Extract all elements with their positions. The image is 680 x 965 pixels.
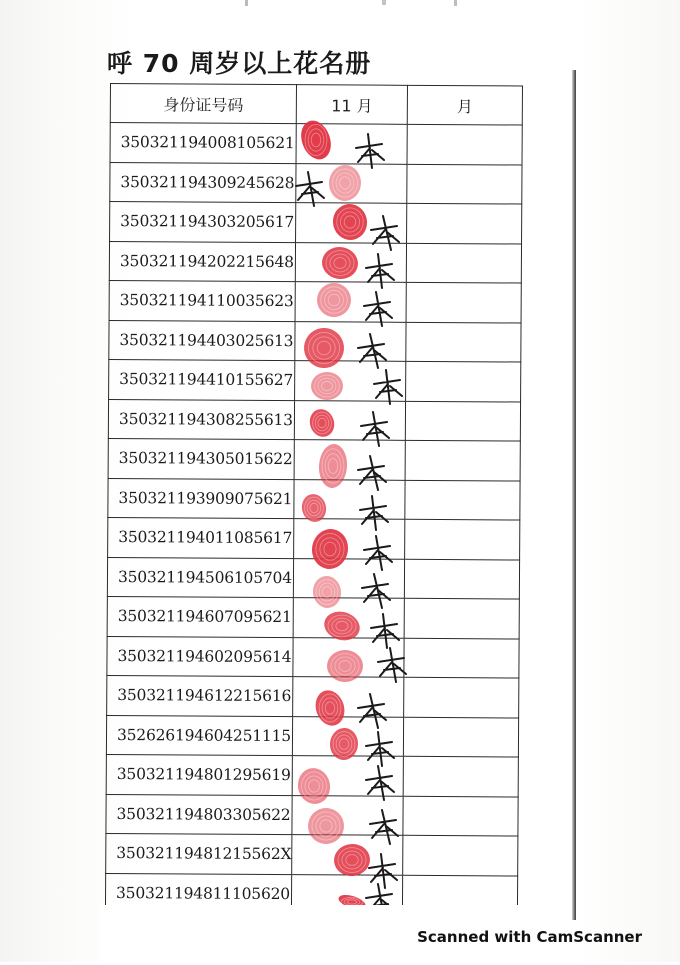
id-number: 350321194801295619 <box>116 765 291 785</box>
id-cell <box>108 399 294 440</box>
id-number: 350321194309245628 <box>120 172 295 192</box>
signature-cell <box>294 519 405 559</box>
id-cell <box>110 123 296 164</box>
id-cell <box>107 675 293 716</box>
signature-cell <box>296 124 407 164</box>
signature-cell <box>295 321 406 361</box>
signature-cell <box>292 835 403 875</box>
table-row <box>106 833 518 875</box>
table-row <box>106 794 518 836</box>
id-number: 350321194403025613 <box>119 330 294 350</box>
signature-cell <box>292 716 403 756</box>
roster-table <box>105 83 523 915</box>
signature-cell <box>295 361 406 401</box>
empty-cell <box>405 440 520 480</box>
empty-cell <box>406 322 521 362</box>
header-id-number: 身份证号码 <box>110 84 296 124</box>
empty-cell <box>405 401 520 441</box>
id-number: 350321194506105704 <box>117 567 292 587</box>
id-cell <box>109 320 295 361</box>
signature-cell <box>296 203 407 243</box>
id-number: 350321194410155627 <box>119 370 294 390</box>
id-number: 35032119481215562X <box>116 844 292 864</box>
signature-cell <box>295 282 406 322</box>
empty-cell <box>407 124 522 164</box>
signature-cell <box>293 677 404 717</box>
table-row <box>106 715 518 757</box>
table-row <box>108 517 520 559</box>
table-row <box>107 557 519 599</box>
table-row <box>107 596 519 638</box>
id-number: 350321194202215648 <box>119 251 294 271</box>
empty-cell <box>406 282 521 322</box>
header-month-1: 11 月 <box>296 85 407 125</box>
signature-cell <box>294 479 405 519</box>
id-cell <box>107 596 293 637</box>
page-title: 呼 70 周岁以上花名册 <box>107 49 372 78</box>
empty-cell <box>406 243 521 283</box>
id-number: 350321193909075621 <box>118 488 293 508</box>
id-cell <box>109 359 295 400</box>
empty-cell <box>403 796 518 836</box>
signature-cell <box>292 795 403 835</box>
id-number: 350321194305015622 <box>118 449 293 469</box>
signature-cell <box>296 163 407 203</box>
id-cell <box>106 754 292 795</box>
signature-cell <box>294 440 405 480</box>
table-row <box>110 162 522 204</box>
table-row <box>109 320 521 362</box>
id-cell <box>106 794 292 835</box>
signature-cell <box>292 756 403 796</box>
empty-cell <box>403 835 518 875</box>
id-number: 350321194008105621 <box>120 133 295 153</box>
table-row <box>108 478 520 520</box>
signature-cell <box>293 637 404 677</box>
table-row <box>108 438 520 480</box>
signature-cell <box>295 242 406 282</box>
id-cell <box>106 833 292 874</box>
table-row <box>109 280 521 322</box>
empty-cell <box>407 203 522 243</box>
id-cell <box>108 438 294 479</box>
id-number: 350321194803305622 <box>116 804 291 824</box>
id-cell <box>110 162 296 203</box>
id-number: 350321194612215616 <box>117 686 292 706</box>
id-cell <box>106 715 292 756</box>
id-cell <box>109 280 295 321</box>
empty-cell <box>404 638 519 678</box>
id-number: 350321194811105620 <box>115 883 291 903</box>
table-row <box>107 675 519 717</box>
scan-artifacts <box>0 0 680 14</box>
signature-cell <box>293 598 404 638</box>
empty-cell <box>405 480 520 520</box>
empty-cell <box>406 361 521 401</box>
signature-cell <box>294 400 405 440</box>
table-row <box>109 359 521 401</box>
id-number: 350321194303205617 <box>120 212 295 232</box>
id-number: 350321194011085617 <box>118 528 293 548</box>
empty-cell <box>405 519 520 559</box>
table-row <box>107 636 519 678</box>
table-row <box>110 202 522 244</box>
id-number: 352626194604251115 <box>116 725 291 745</box>
id-cell <box>108 517 294 558</box>
header-month-2: 月 <box>407 85 522 125</box>
id-cell <box>109 241 295 282</box>
id-cell <box>107 557 293 598</box>
empty-cell <box>403 756 518 796</box>
id-number: 350321194110035623 <box>119 291 294 311</box>
id-number: 350321194308255613 <box>118 409 293 429</box>
signature-cell <box>293 558 404 598</box>
id-cell <box>110 202 296 243</box>
table-row <box>106 754 518 796</box>
table-row <box>109 241 521 283</box>
table-header-row <box>110 84 522 126</box>
id-number: 350321194602095614 <box>117 646 292 666</box>
empty-cell <box>407 164 522 204</box>
table-row <box>108 399 520 441</box>
empty-cell <box>404 559 519 599</box>
id-cell <box>107 636 293 677</box>
id-cell <box>108 478 294 519</box>
table-row <box>110 123 522 165</box>
id-number: 350321194607095621 <box>117 607 292 627</box>
empty-cell <box>404 598 519 638</box>
empty-cell <box>403 717 518 757</box>
camscanner-watermark: Scanned with CamScanner <box>417 928 642 946</box>
empty-cell <box>404 677 519 717</box>
page-edge-shadow <box>572 70 576 920</box>
